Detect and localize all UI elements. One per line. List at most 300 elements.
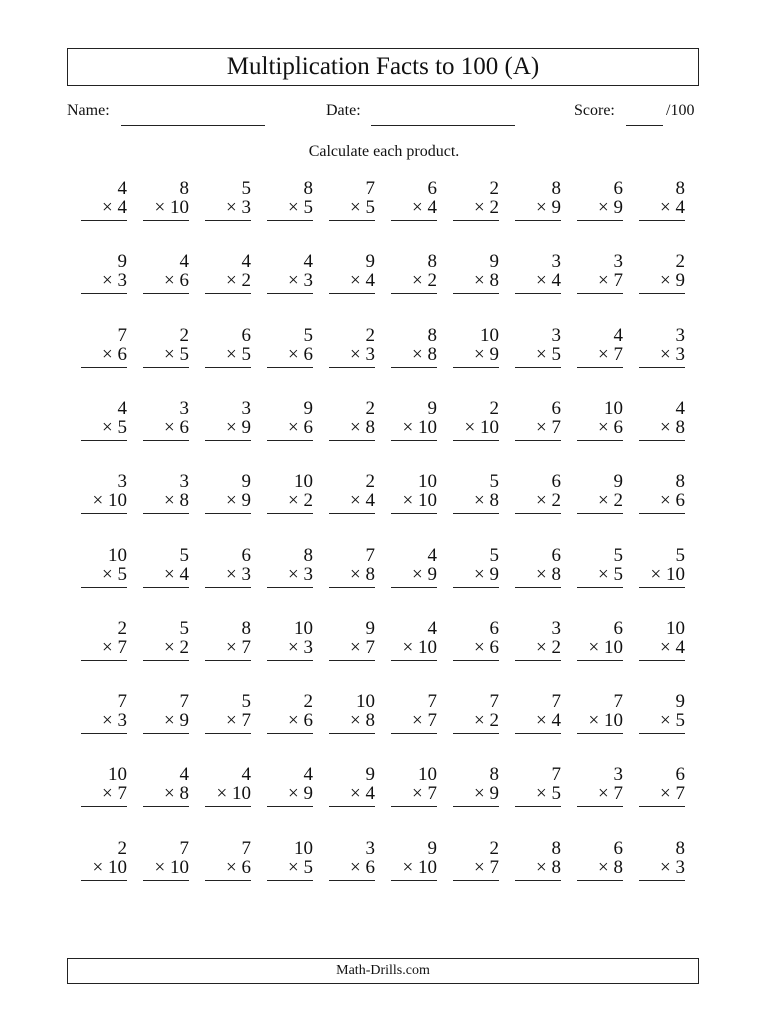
multiplier: × 4 [660,637,685,658]
multiplicand: 8 [303,545,313,566]
answer-line [639,587,685,588]
multiplicand: 7 [613,691,623,712]
multiplier: × 9 [474,783,499,804]
answer-line [329,440,375,441]
multiplier: × 9 [660,270,685,291]
multiplicand: 4 [179,251,189,272]
answer-line [577,733,623,734]
multiplicand: 3 [179,471,189,492]
name-label: Name: [67,102,110,119]
problem [143,765,189,811]
answer-line [391,806,437,807]
problem [639,619,685,665]
problem [391,765,437,811]
multiplicand: 6 [613,618,623,639]
multiplier: × 6 [288,710,313,731]
multiplicand: 4 [117,178,127,199]
problem [639,765,685,811]
answer-line [329,880,375,881]
problem [143,692,189,738]
multiplicand: 5 [241,691,251,712]
multiplicand: 6 [427,178,437,199]
multiplicand: 9 [365,251,375,272]
multiplicand: 5 [613,545,623,566]
problem [453,692,499,738]
problem [81,399,127,445]
answer-line [267,880,313,881]
footer-box [67,958,699,984]
answer-line [453,587,499,588]
answer-line [453,660,499,661]
multiplicand: 5 [241,178,251,199]
answer-line [81,587,127,588]
multiplier: × 2 [164,637,189,658]
multiplicand: 6 [613,838,623,859]
answer-line [329,513,375,514]
problem [515,472,561,518]
answer-line [453,513,499,514]
answer-line [205,733,251,734]
problem [329,326,375,372]
answer-line [329,806,375,807]
multiplier: × 2 [474,710,499,731]
multiplicand: 3 [241,398,251,419]
problem [453,326,499,372]
multiplicand: 4 [241,764,251,785]
problem [515,619,561,665]
problem [205,692,251,738]
multiplier: × 2 [536,490,561,511]
answer-line [639,513,685,514]
multiplier: × 2 [226,270,251,291]
multiplier: × 10 [154,197,189,218]
multiplier: × 7 [536,417,561,438]
problem [577,252,623,298]
multiplicand: 9 [303,398,313,419]
multiplicand: 9 [365,618,375,639]
answer-line [143,220,189,221]
multiplier: × 3 [350,344,375,365]
answer-line [577,367,623,368]
problem [81,472,127,518]
multiplier: × 10 [402,490,437,511]
multiplicand: 7 [551,691,561,712]
problem [329,765,375,811]
answer-line [329,660,375,661]
multiplicand: 9 [675,691,685,712]
multiplier: × 7 [598,783,623,804]
multiplicand: 2 [675,251,685,272]
multiplicand: 4 [303,764,313,785]
multiplicand: 8 [427,251,437,272]
multiplier: × 5 [102,564,127,585]
multiplicand: 8 [675,838,685,859]
multiplicand: 9 [117,251,127,272]
multiplier: × 5 [164,344,189,365]
multiplicand: 10 [418,471,437,492]
answer-line [391,220,437,221]
problem [639,472,685,518]
answer-line [577,660,623,661]
answer-line [143,587,189,588]
answer-line [205,660,251,661]
problem [81,252,127,298]
answer-line [267,660,313,661]
answer-line [391,660,437,661]
answer-line [205,220,251,221]
multiplicand: 5 [675,545,685,566]
multiplier: × 6 [598,417,623,438]
multiplier: × 10 [402,637,437,658]
problem [391,179,437,225]
multiplicand: 8 [489,764,499,785]
multiplicand: 3 [613,251,623,272]
problem [267,839,313,885]
problem [329,546,375,592]
problem [391,546,437,592]
problem [205,472,251,518]
multiplicand: 4 [675,398,685,419]
problem [453,546,499,592]
answer-line [143,367,189,368]
problem [81,619,127,665]
multiplier: × 5 [660,710,685,731]
multiplicand: 3 [675,325,685,346]
problem [205,765,251,811]
multiplicand: 7 [117,691,127,712]
problem [205,326,251,372]
multiplier: × 7 [226,637,251,658]
answer-line [81,220,127,221]
multiplicand: 3 [551,251,561,272]
problem [205,252,251,298]
problem [267,765,313,811]
answer-line [81,880,127,881]
multiplicand: 6 [551,471,561,492]
problem [329,619,375,665]
answer-line [515,367,561,368]
multiplier: × 9 [164,710,189,731]
problem [329,252,375,298]
multiplicand: 7 [551,764,561,785]
problem [515,546,561,592]
answer-line [453,440,499,441]
multiplier: × 9 [474,564,499,585]
answer-line [577,220,623,221]
answer-line [515,587,561,588]
multiplier: × 9 [598,197,623,218]
problem [205,179,251,225]
multiplicand: 7 [117,325,127,346]
answer-line [205,513,251,514]
multiplicand: 9 [489,251,499,272]
multiplier: × 5 [288,197,313,218]
answer-line [81,367,127,368]
multiplicand: 8 [551,838,561,859]
multiplier: × 9 [412,564,437,585]
problem [577,472,623,518]
multiplier: × 10 [92,490,127,511]
problem [81,546,127,592]
multiplicand: 10 [294,471,313,492]
answer-line [267,220,313,221]
answer-line [205,293,251,294]
multiplier: × 3 [288,564,313,585]
multiplier: × 6 [350,857,375,878]
answer-line [515,660,561,661]
multiplicand: 8 [303,178,313,199]
problem [577,839,623,885]
multiplier: × 5 [226,344,251,365]
problem [577,326,623,372]
multiplicand: 6 [241,545,251,566]
answer-line [453,220,499,221]
multiplier: × 3 [102,270,127,291]
multiplicand: 2 [489,398,499,419]
problem [453,179,499,225]
problem [329,179,375,225]
multiplier: × 4 [660,197,685,218]
multiplicand: 10 [480,325,499,346]
multiplier: × 5 [598,564,623,585]
multiplicand: 4 [427,618,437,639]
problem [205,546,251,592]
problem [391,252,437,298]
problem [639,546,685,592]
multiplier: × 9 [474,344,499,365]
multiplicand: 7 [489,691,499,712]
multiplier: × 10 [92,857,127,878]
problem [267,472,313,518]
date-label: Date: [326,102,361,119]
answer-line [267,440,313,441]
answer-line [81,293,127,294]
multiplier: × 7 [412,710,437,731]
problem [329,399,375,445]
answer-line [515,733,561,734]
problem [639,839,685,885]
problem [391,839,437,885]
multiplicand: 6 [241,325,251,346]
multiplier: × 7 [598,344,623,365]
multiplicand: 4 [427,545,437,566]
multiplier: × 7 [598,270,623,291]
problem [143,252,189,298]
multiplier: × 6 [474,637,499,658]
multiplier: × 10 [588,637,623,658]
problem [391,399,437,445]
multiplier: × 5 [536,783,561,804]
answer-line [205,440,251,441]
answer-line [639,806,685,807]
multiplier: × 2 [288,490,313,511]
multiplier: × 6 [288,344,313,365]
answer-line [577,293,623,294]
answer-line [391,513,437,514]
problem [515,839,561,885]
multiplier: × 2 [598,490,623,511]
problem [453,839,499,885]
problem [515,326,561,372]
answer-line [267,513,313,514]
problem [577,692,623,738]
answer-line [515,220,561,221]
problem [81,765,127,811]
answer-line [267,367,313,368]
multiplier: × 7 [226,710,251,731]
multiplicand: 2 [365,325,375,346]
multiplier: × 2 [412,270,437,291]
multiplicand: 5 [303,325,313,346]
multiplier: × 8 [350,417,375,438]
problem [267,692,313,738]
problem [81,839,127,885]
answer-line [81,660,127,661]
multiplicand: 10 [294,618,313,639]
answer-line [329,587,375,588]
multiplier: × 8 [350,564,375,585]
multiplicand: 9 [241,471,251,492]
multiplicand: 7 [241,838,251,859]
answer-line [205,367,251,368]
multiplicand: 8 [675,471,685,492]
problem [205,839,251,885]
multiplier: × 8 [164,490,189,511]
problem [267,326,313,372]
problem [391,472,437,518]
problem [639,326,685,372]
multiplier: × 7 [474,857,499,878]
multiplier: × 4 [350,270,375,291]
problem [577,546,623,592]
multiplicand: 10 [418,764,437,785]
multiplier: × 7 [660,783,685,804]
multiplicand: 5 [179,545,189,566]
answer-line [329,220,375,221]
multiplier: × 6 [288,417,313,438]
problem [577,399,623,445]
answer-line [515,440,561,441]
multiplicand: 4 [241,251,251,272]
problem [391,692,437,738]
multiplier: × 7 [102,783,127,804]
answer-line [391,880,437,881]
answer-line [639,880,685,881]
answer-line [639,660,685,661]
multiplicand: 7 [365,545,375,566]
problem [515,692,561,738]
problem [143,546,189,592]
problem [515,399,561,445]
multiplicand: 10 [666,618,685,639]
problem [329,839,375,885]
problem [267,252,313,298]
multiplicand: 2 [489,838,499,859]
answer-line [267,733,313,734]
multiplier: × 7 [412,783,437,804]
multiplier: × 5 [536,344,561,365]
multiplicand: 7 [179,691,189,712]
multiplicand: 2 [489,178,499,199]
multiplicand: 6 [613,178,623,199]
answer-line [143,293,189,294]
multiplicand: 5 [489,545,499,566]
multiplier: × 3 [102,710,127,731]
multiplicand: 10 [356,691,375,712]
multiplier: × 3 [226,564,251,585]
answer-line [639,293,685,294]
multiplier: × 8 [536,857,561,878]
multiplicand: 8 [427,325,437,346]
problem [329,472,375,518]
multiplier: × 5 [350,197,375,218]
problem [453,765,499,811]
problem [577,619,623,665]
multiplier: × 8 [474,270,499,291]
multiplier: × 4 [102,197,127,218]
problem [453,619,499,665]
multiplicand: 8 [551,178,561,199]
answer-line [577,806,623,807]
problem [267,399,313,445]
answer-line [639,733,685,734]
multiplier: × 9 [536,197,561,218]
multiplicand: 2 [303,691,313,712]
problem [205,399,251,445]
answer-line [453,293,499,294]
answer-line [143,513,189,514]
problem [639,179,685,225]
multiplicand: 6 [551,545,561,566]
multiplier: × 3 [288,637,313,658]
answer-line [81,806,127,807]
answer-line [267,293,313,294]
problem [143,839,189,885]
multiplicand: 10 [108,764,127,785]
multiplicand: 3 [117,471,127,492]
answer-line [577,880,623,881]
multiplier: × 9 [288,783,313,804]
footer-text: Math-Drills.com [336,963,430,978]
multiplier: × 3 [288,270,313,291]
multiplier: × 7 [350,637,375,658]
score-label: Score: [574,102,615,119]
answer-line [577,440,623,441]
answer-line [391,587,437,588]
multiplier: × 9 [226,417,251,438]
problem [515,179,561,225]
instructions: Calculate each product. [308,143,460,160]
multiplicand: 2 [117,838,127,859]
answer-line [143,880,189,881]
answer-line [143,440,189,441]
problem [143,179,189,225]
multiplicand: 10 [604,398,623,419]
problem [143,326,189,372]
multiplier: × 6 [660,490,685,511]
problem [639,692,685,738]
multiplier: × 7 [102,637,127,658]
multiplicand: 7 [427,691,437,712]
answer-line [143,806,189,807]
multiplier: × 9 [226,490,251,511]
multiplier: × 8 [412,344,437,365]
multiplier: × 10 [650,564,685,585]
multiplicand: 2 [179,325,189,346]
multiplier: × 8 [598,857,623,878]
multiplicand: 10 [294,838,313,859]
answer-line [453,806,499,807]
